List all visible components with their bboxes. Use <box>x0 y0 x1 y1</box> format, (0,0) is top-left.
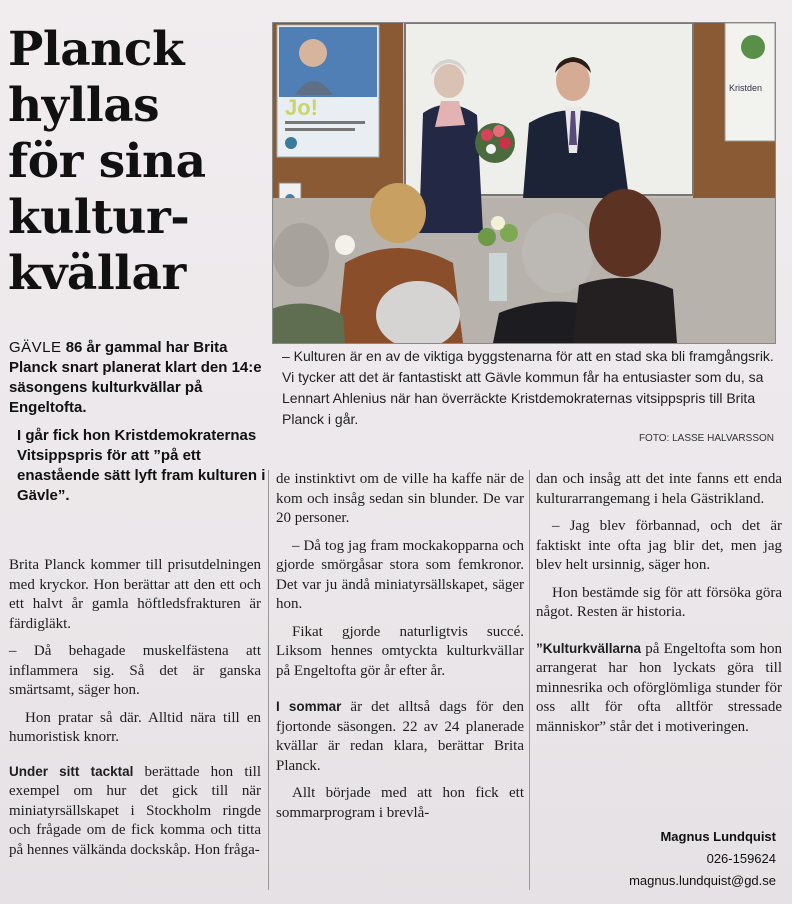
article-column-1 <box>9 556 261 868</box>
body-text: är det alltså dags för den fjortonde säsongen. 22 av 24 planerade kvällar är redan klara, berättar Brita Planck. <box>276 699 524 774</box>
author-name: Magnus Lundquist <box>660 829 776 844</box>
body-paragraph <box>276 697 524 776</box>
lead-paragraph <box>9 338 271 514</box>
headline <box>8 22 270 302</box>
headline-line: hyllas <box>8 78 160 133</box>
subhead-kicker: I sommar <box>276 699 342 714</box>
poster-text: Jo! <box>285 95 318 120</box>
body-paragraph: – Då behagade muskelfästena att inflammera sig. Så det är ganska smärtsamt, säger hon. <box>9 643 261 698</box>
headline-line: kvällar <box>8 246 186 301</box>
headline-line: Planck <box>8 22 185 77</box>
body-paragraph <box>9 762 261 861</box>
photo-credit: FOTO: LASSE HALVARSSON <box>638 433 774 444</box>
subhead-kicker: ”Kulturkvällarna <box>536 640 642 656</box>
subhead-kicker: Under sitt tacktal <box>9 763 134 779</box>
body-paragraph <box>536 639 782 738</box>
sign-text: Kristden <box>729 83 763 93</box>
dateline: GÄVLE <box>9 339 62 356</box>
article-column-2 <box>276 470 524 831</box>
body-paragraph: Fikat gjorde naturligtvis succé. Liksom hennes omtyckta kulturkvällar på Engeltofta gör år efter år. <box>276 623 524 679</box>
news-photo <box>272 22 776 344</box>
body-paragraph: – Då tog jag fram mockakopparna och gjorde smörgåsar stora som femkronor. Det var ju ändå miniatyrsällskapet, säger hon. <box>276 537 524 612</box>
author-phone: 026-159624 <box>706 851 776 866</box>
body-paragraph: – Jag blev förbannad, och det är faktiskt inte ofta jag blir det, men jag blev helt ursinnig, säger hon. <box>536 518 782 573</box>
lead-text-2: I går fick hon Kristdemokraternas Vitsippspris för att ”på ett enastående sätt lyft fram kulturen i Gävle”. <box>17 427 266 504</box>
column-divider <box>268 470 269 890</box>
lead-text-1: 86 år gammal har Brita Planck snart planerat klart den 14:e säsongens kulturkvällar på Engeltofta. <box>9 339 262 416</box>
photo-scene <box>273 23 775 343</box>
body-paragraph: Allt började med att hon fick ett sommarprogram i brevlå- <box>276 785 524 821</box>
body-paragraph: Hon pratar så där. Alltid nära till en humoristisk knorr. <box>9 709 261 745</box>
author-email[interactable]: magnus.lundquist@gd.se <box>629 873 776 888</box>
body-text: på Engeltofta som hon arrangerat har hon lyckats göra till minnesrika och oförglömliga stunder för oss allt för ofta alltför stressade människor” står det i motiveringen. <box>536 640 782 735</box>
article-column-3 <box>536 470 782 745</box>
column-divider <box>529 470 530 890</box>
photo-caption: – Kulturen är en av de viktiga byggstenarna för att en stad ska bli framgångsrik. Vi tycker att det är fantastiskt att Gävle kommun får ha entusiaster som du, sa Lennart Ahlenius när han överräckte Kristdemokraternas vitsippspris till Brita Planck i går. <box>282 348 774 427</box>
body-paragraph: Brita Planck kommer till prisutdelningen med kryckor. Hon berättar att den ett och ett halvt år gamla höftledsfrakturen är färdigläkt. <box>9 557 261 632</box>
body-paragraph: dan och insåg att det inte fanns ett enda kulturarrangemang i hela Gästrikland. <box>536 471 782 507</box>
body-paragraph: de instinktivt om de ville ha kaffe när de kom och insåg sedan sin blunder. De var 20 personer. <box>276 471 524 526</box>
headline-line: kultur- <box>8 190 190 245</box>
body-text: berättade hon till exempel om hur det gick till när miniatyrsällskapet i Stockholm ringde och frågade om de fick komma och titta på hennes välkända dockskåp. Hon fråga- <box>9 763 262 858</box>
headline-line: för sina <box>8 134 206 189</box>
byline <box>629 826 776 892</box>
body-paragraph: Hon bestämde sig för att försöka göra något. Resten är historia. <box>536 584 782 620</box>
